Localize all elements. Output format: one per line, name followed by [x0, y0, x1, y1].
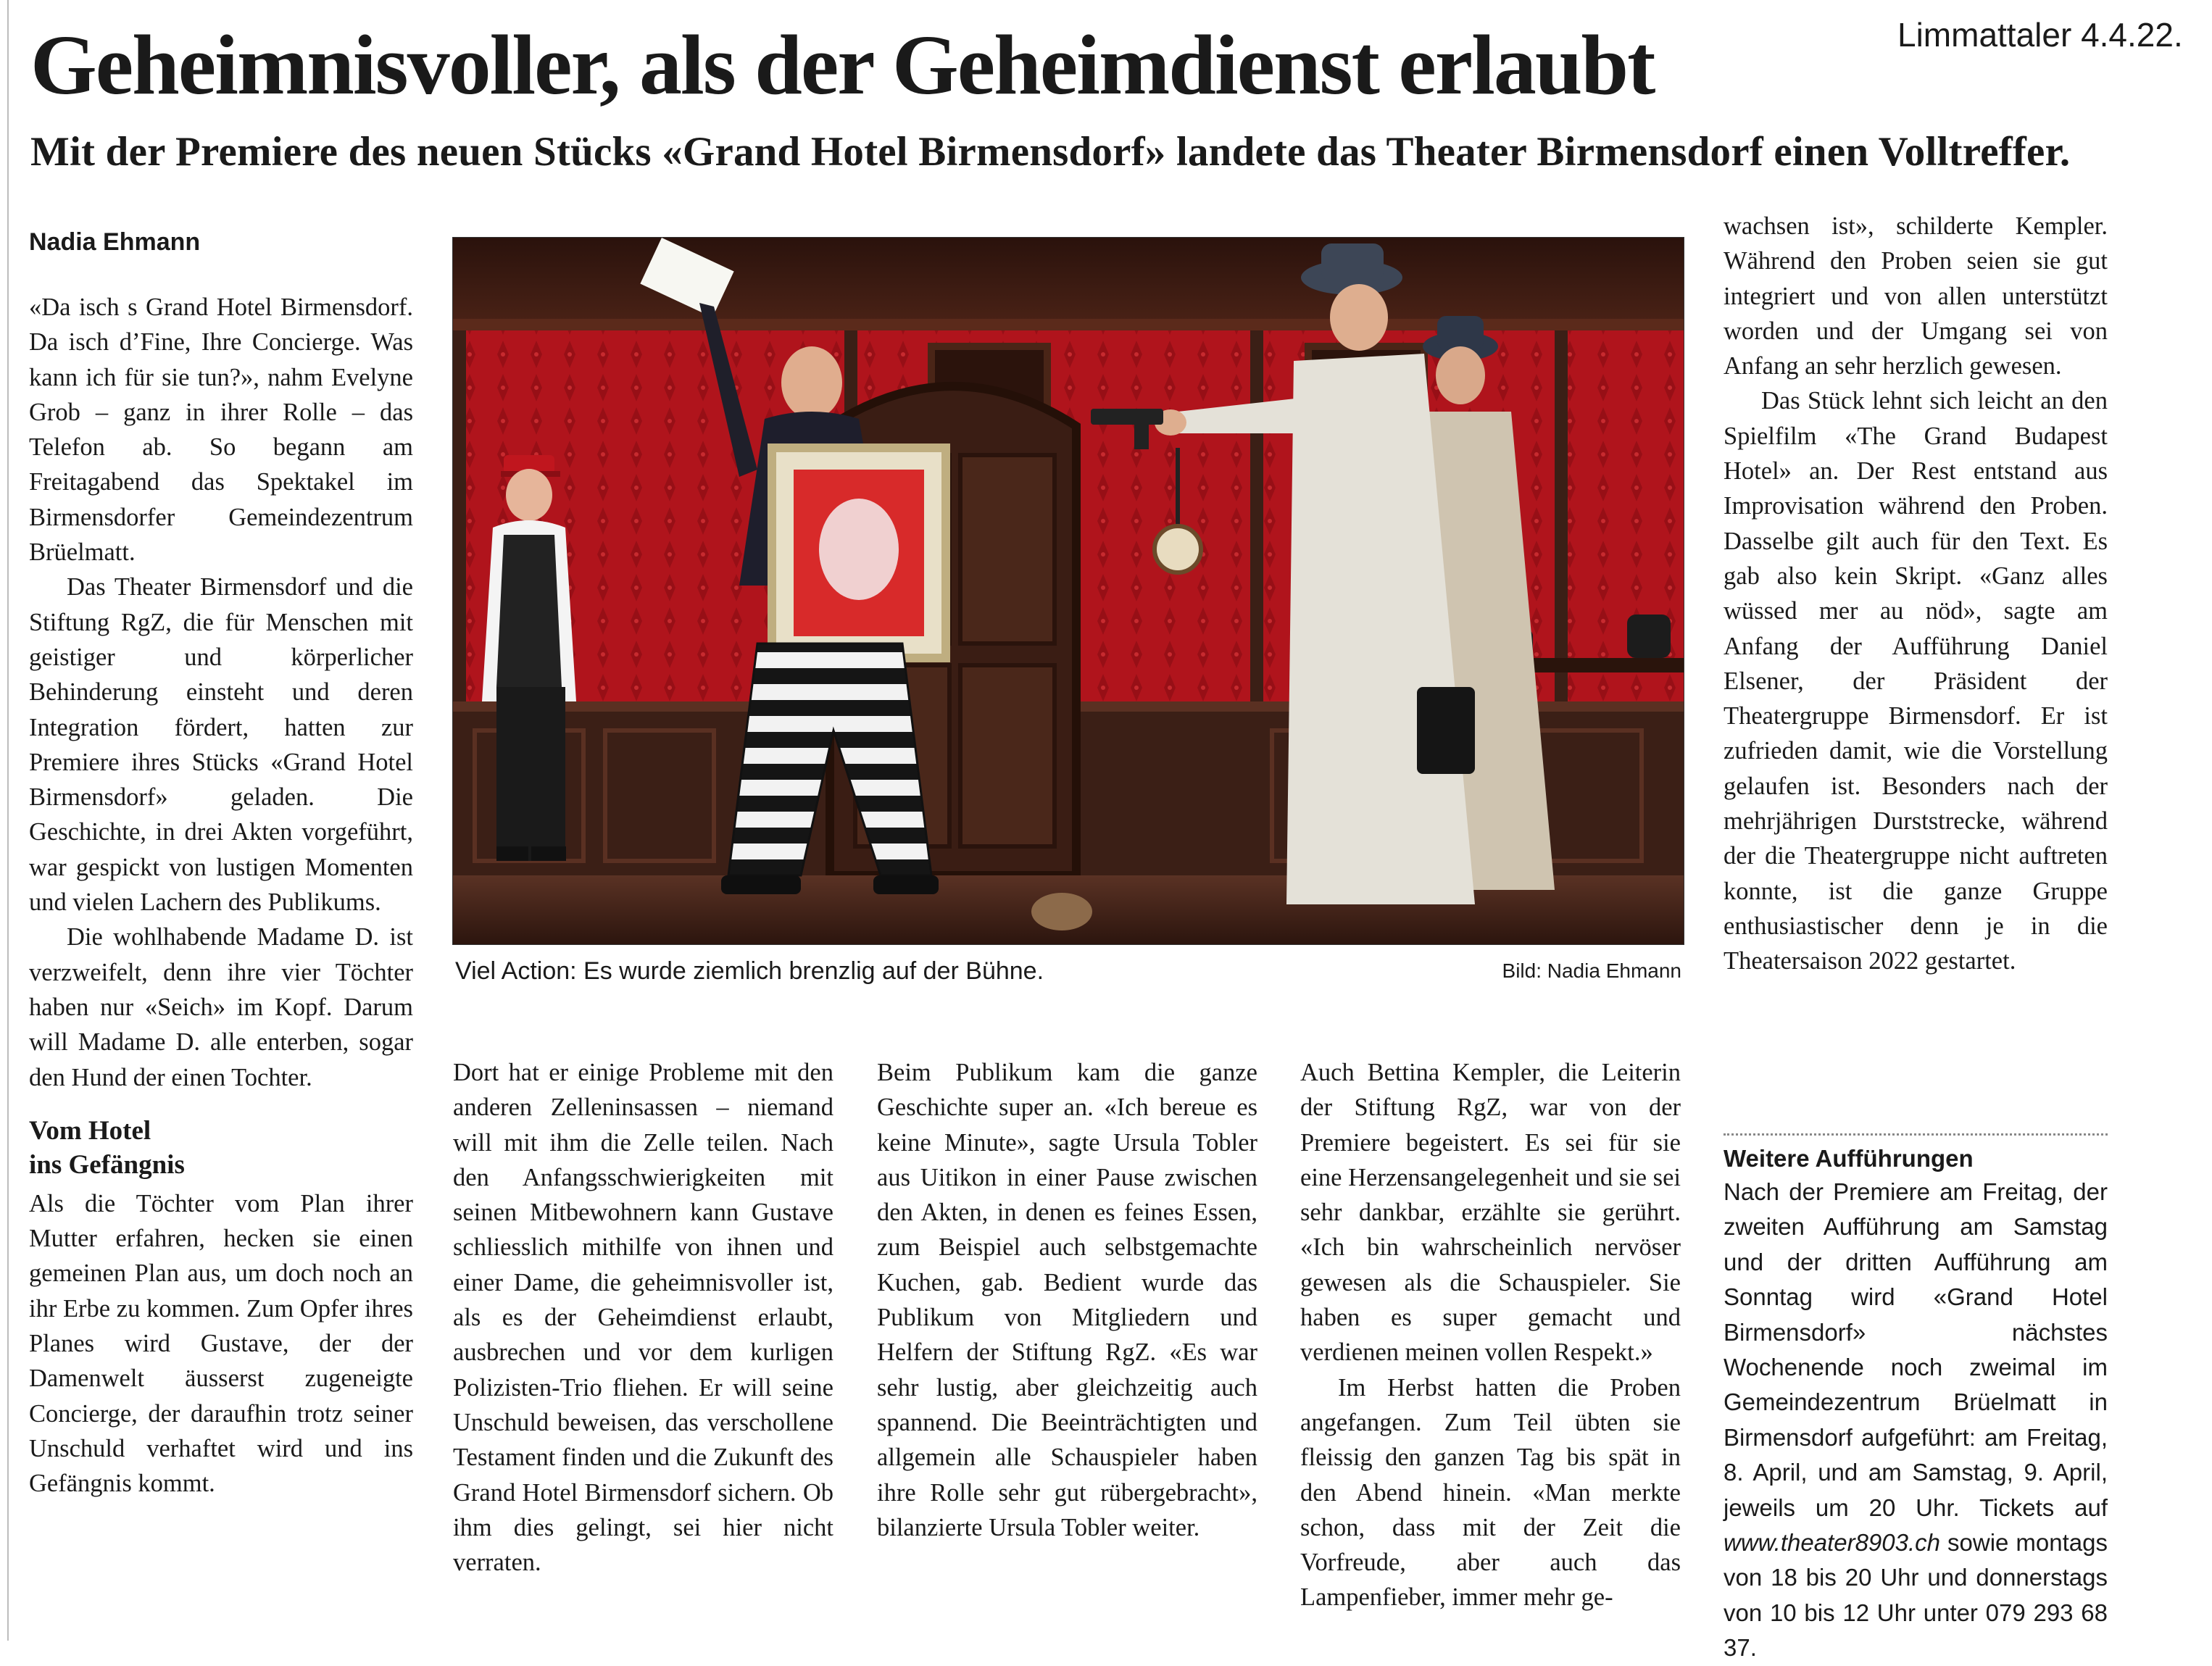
stage-scene-illustration [453, 238, 1684, 944]
headline: Geheimnisvoller, als der Geheimdienst erlaubt [30, 17, 1655, 112]
photo-caption: Viel Action: Es wurde ziemlich brenzlig auf der Bühne. [455, 957, 1044, 985]
subheadline: Mit der Premiere des neuen Stücks «Grand Hotel Birmensdorf» landete das Theater Birmensdorf einen Volltreffer. [30, 129, 2071, 175]
section-heading [29, 1114, 413, 1182]
info-box-text: sowie montags von 18 bis 20 Uhr und donnerstags von 10 bis 12 Uhr unter 079 293 68 37. [1724, 1529, 2108, 1662]
paragraph: wachsen ist», schilderte Kempler. Während den Proben seien sie gut integriert und von allen unterstützt worden und der Umgang sei von Anfang an sehr herzlich gewesen. [1724, 212, 2108, 380]
stage-photo [452, 237, 1684, 945]
paragraph: Als die Töchter vom Plan ihrer Mutter erfahren, hecken sie einen gemeinen Plan aus, um doch noch an ihr Erbe zu kommen. Zum Opfer ihres Planes wird Gustave, der der Damenwelt äusserst zugeneigte Concierge, der daraufhin trotz seiner Unschuld verhaftet wird und ins Gefängnis kommt. [29, 1189, 413, 1498]
source-note: Limmattaler 4.4.22. [1897, 16, 2183, 54]
paragraph: Auch Bettina Kempler, die Leiterin der Stiftung RgZ, war von der Premiere begeistert. Es sei für sie eine Herzensangelegenheit und sie sei sehr dankbar, erzählte sie gerührt. «Ich bin wahrscheinlich nervöser gewesen als die Schauspieler. Sie haben es super gemacht und verdienen meinen vollen Respekt.» [1300, 1059, 1681, 1367]
paragraph: «Da isch s Grand Hotel Birmensdorf. Da isch d’Fine, Ihre Concierge. Was kann ich für sie tun?», nahm Evelyne Grob – ganz in ihrer Rolle – das Telefon ab. So begann am Freitagabend das Spektakel im Birmensdorfer Gemeindezentrum Brüelmatt. [29, 293, 413, 567]
ticket-link[interactable]: www.theater8903.ch [1724, 1529, 1941, 1557]
column-4 [1300, 1055, 1681, 1615]
info-box [1724, 1122, 2108, 1666]
paragraph: Beim Publikum kam die ganze Geschichte super an. «Ich bereue es keine Minute», sagte Ursula Tobler aus Uitikon in einer Pause zwischen den Akten, in denen es feines Essen, zum Beispiel auch selbstgemachte Kuchen, gab. Bedient wurde das Publikum von Mitgliedern und Helfern der Stiftung RgZ. «Es war sehr lustig, aber gleichzeitig auch spannend. Die Beeinträchtigten und allgemein alle Schauspieler haben ihre Rolle sehr gut rübergebracht», bilanzierte Ursula Tobler weiter. [877, 1059, 1257, 1541]
info-box-body [1724, 1175, 2108, 1666]
column-3 [877, 1055, 1257, 1545]
paragraph: Im Herbst hatten die Proben angefangen. Zum Teil übten sie fleissig den ganzen Tag bis spät in den Abend hinein. «Man merkte schon, dass mit der Zeit die Vorfreude, aber auch das Lampenfieber, immer mehr ge- [1300, 1373, 1681, 1612]
paragraph: Die wohlhabende Madame D. ist verzweifelt, denn ihre vier Töchter haben nur «Seich» im Kopf. Darum will Madame D. alle enterben, sogar den Hund der einen Tochter. [29, 923, 413, 1091]
info-box-text: Nach der Premiere am Freitag, der zweiten Aufführung am Samstag und der dritten Aufführung am Sonntag wird «Grand Hotel Birmensdorf» nächstes Wochenende noch zweimal im Gemeindezentrum Brüelmatt in Birmensdorf aufgeführt: am Freitag, 8. April, und am Samstag, 9. April, jeweils um 20 Uhr. Tickets auf [1724, 1178, 2108, 1521]
section-heading-line-2: ins Gefängnis [29, 1149, 185, 1180]
column-2 [453, 1055, 833, 1580]
left-margin-rule [7, 0, 9, 1641]
photo-credit: Bild: Nadia Ehmann [1502, 959, 1681, 982]
section-heading-line-1: Vom Hotel [29, 1115, 151, 1146]
dotted-divider [1724, 1133, 2108, 1136]
paragraph: Das Theater Birmensdorf und die Stiftung RgZ, die für Menschen mit geistiger und körperlicher Behinderung einsteht und deren Integration fördert, hatten zur Premiere ihres Stücks «Grand Hotel Birmensdorf» geladen. Die Geschichte, in drei Akten vorgeführt, war gespickt von lustigen Momenten und vielen Lachern des Publikums. [29, 573, 413, 917]
paragraph: Das Stück lehnt sich leicht an den Spielfilm «The Grand Budapest Hotel» an. Der Rest entstand aus Improvisation während den Proben. Dasselbe gilt auch für den Text. Es gab also kein Skript. «Ganz alles wüssed mer au nöd», sagte am Anfang der Aufführung Daniel Elsener, der Präsident der Theatergruppe Birmensdorf. Er ist zufrieden damit, wie die Vorstellung gelaufen ist. Besonders nach der mehrjährigen Durststrecke, während der die Theatergruppe nicht auftreten konnte, ist die ganze Gruppe enthusiastischer denn je in die Theatersaison 2022 gestartet. [1724, 387, 2108, 975]
info-box-title: Weitere Aufführungen [1724, 1145, 1974, 1172]
column-5 [1724, 209, 2108, 979]
column-1 [29, 290, 413, 1502]
byline: Nadia Ehmann [29, 228, 201, 256]
paragraph: Dort hat er einige Probleme mit den anderen Zelleninsassen – niemand will mit ihm die Zelle teilen. Nach den Anfangsschwierigkeiten mit seinen Mitbewohnern kann Gustave schliesslich mithilfe von ihnen und einer Dame, die geheimnisvoller ist, als es der Geheimdienst erlaubt, ausbrechen und vor dem kurligen Polizisten-Trio fliehen. Er will seine Unschuld beweisen, das verschollene Testament finden und die Zukunft des Grand Hotel Birmensdorf sichern. Ob ihm dies gelingt, sei hier nicht verraten. [453, 1059, 833, 1577]
